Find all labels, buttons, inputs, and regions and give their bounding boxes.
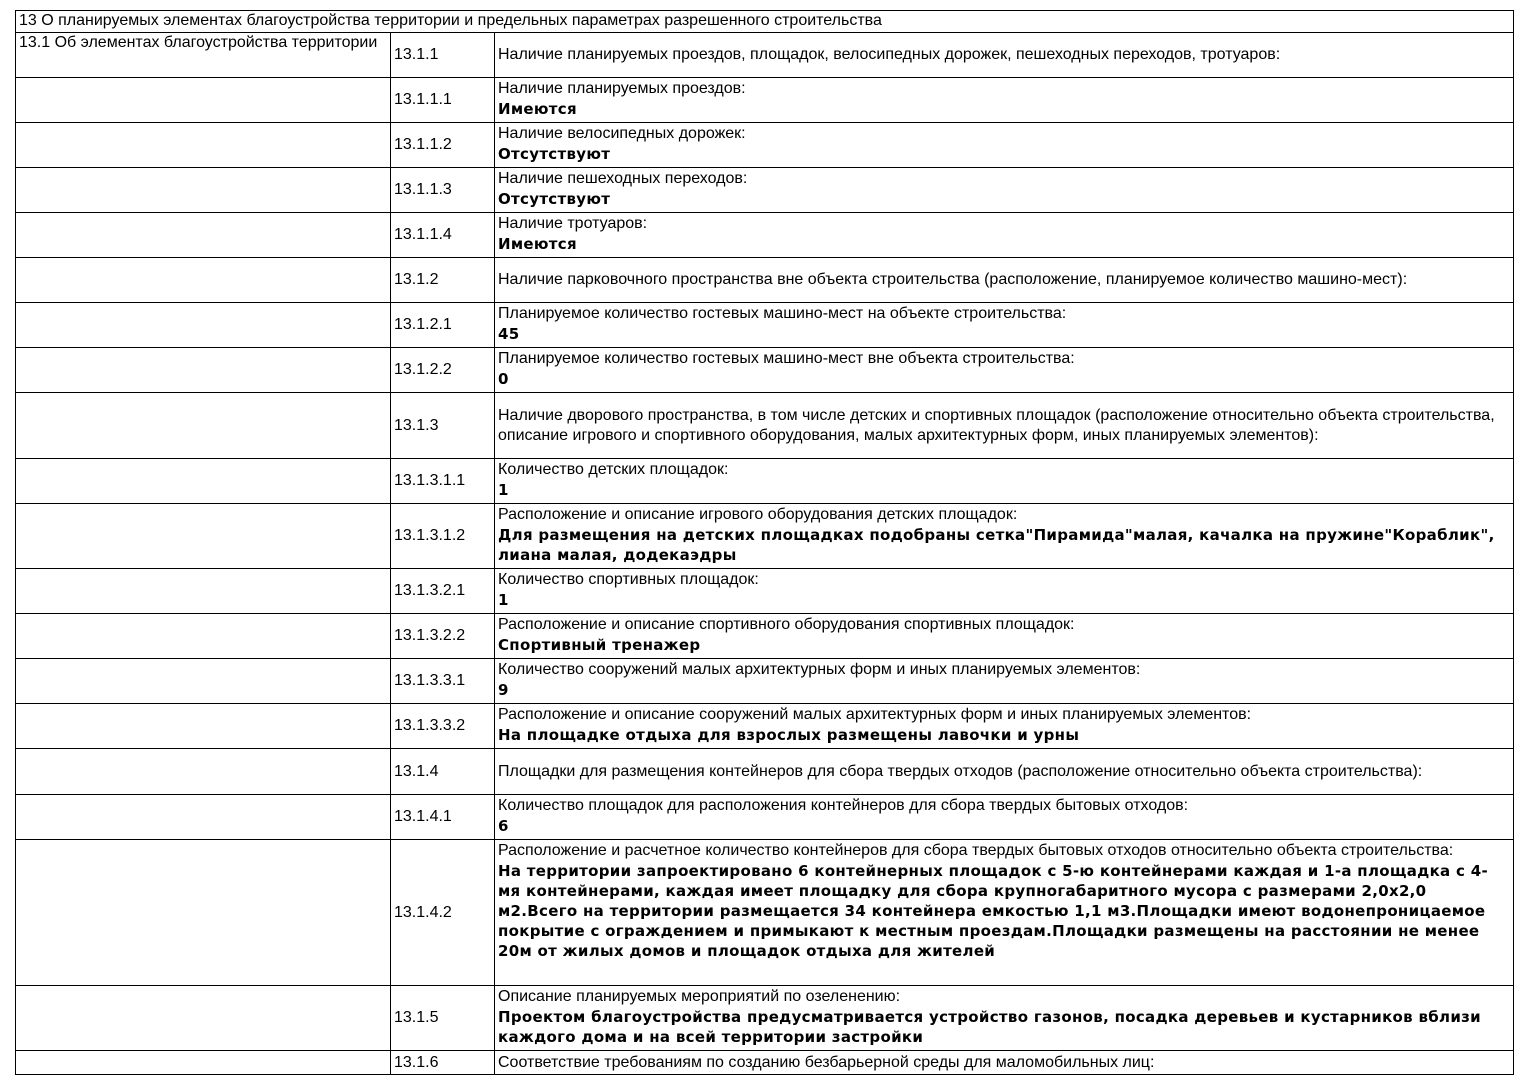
item-number: 13.1.3.3.2 <box>391 704 495 749</box>
item-number: 13.1.3.3.1 <box>391 659 495 704</box>
item-content <box>495 840 1514 986</box>
table-row <box>16 393 1514 459</box>
item-label: Расположение и описание сооружений малых архитектурных форм и иных планируемых элементов: <box>498 706 1252 723</box>
item-content <box>495 795 1514 840</box>
item-content <box>495 986 1514 1051</box>
item-value: 1 <box>498 591 509 609</box>
item-content <box>495 258 1514 303</box>
item-label: Количество сооружений малых архитектурных форм и иных планируемых элементов: <box>498 661 1141 678</box>
subsection-cell <box>16 393 391 459</box>
item-number: 13.1.1.1 <box>391 78 495 123</box>
item-label: Наличие планируемых проездов: <box>498 80 746 97</box>
subsection-cell <box>16 123 391 168</box>
item-label: Расположение и описание спортивного оборудования спортивных площадок: <box>498 616 1075 633</box>
item-value: 45 <box>498 325 520 343</box>
item-label: Наличие дворового пространства, в том числе детских и спортивных площадок (расположение относительно объекта строительства, описание игрового и спортивного оборудования, малых архитектурных форм, иных планируемых элементов): <box>498 406 1495 444</box>
subsection-cell <box>16 659 391 704</box>
subsection-cell <box>16 258 391 303</box>
item-label: Наличие парковочного пространства вне объекта строительства (расположение, планируемое количество машино-мест): <box>498 271 1408 288</box>
subsection-cell <box>16 795 391 840</box>
item-content <box>495 504 1514 569</box>
subsection-cell <box>16 78 391 123</box>
item-value: 0 <box>498 370 509 388</box>
subsection-cell <box>16 840 391 986</box>
item-label: Количество спортивных площадок: <box>498 571 759 588</box>
item-number: 13.1.1.3 <box>391 168 495 213</box>
item-number: 13.1.1.4 <box>391 213 495 258</box>
table-row <box>16 258 1514 303</box>
item-value: Отсутствуют <box>498 190 611 208</box>
subsection-cell <box>16 168 391 213</box>
item-value: 1 <box>498 481 509 499</box>
table-row <box>16 459 1514 504</box>
table-row <box>16 1051 1514 1075</box>
item-number: 13.1.3.1.2 <box>391 504 495 569</box>
item-value: Имеются <box>498 235 577 253</box>
item-label: Расположение и расчетное количество контейнеров для сбора твердых бытовых отходов относительно объекта строительства: <box>498 842 1454 859</box>
item-value: Имеются <box>498 100 577 118</box>
item-content <box>495 569 1514 614</box>
item-label: Количество площадок для расположения контейнеров для сбора твердых бытовых отходов: <box>498 797 1189 814</box>
table-row <box>16 749 1514 795</box>
subsection-cell <box>16 986 391 1051</box>
item-content <box>495 749 1514 795</box>
item-value: Спортивный тренажер <box>498 636 701 654</box>
item-content <box>495 459 1514 504</box>
item-label: Планируемое количество гостевых машино-мест на объекте строительства: <box>498 305 1067 322</box>
table-row <box>16 795 1514 840</box>
item-content <box>495 614 1514 659</box>
item-label: Соответствие требованиям по созданию безбарьерной среды для маломобильных лиц: <box>498 1053 1155 1071</box>
section-title: 13 О планируемых элементах благоустройства территории и предельных параметрах разрешенного строительства <box>16 11 1514 33</box>
table-row <box>16 123 1514 168</box>
table-row <box>16 33 1514 78</box>
item-number: 13.1.2.2 <box>391 348 495 393</box>
item-label: Расположение и описание игрового оборудования детских площадок: <box>498 506 1018 523</box>
table-row <box>16 303 1514 348</box>
item-content <box>495 33 1514 78</box>
item-number: 13.1.2 <box>391 258 495 303</box>
item-number: 13.1.4.2 <box>391 840 495 986</box>
item-content <box>495 303 1514 348</box>
item-number: 13.1.4 <box>391 749 495 795</box>
item-value: 9 <box>498 681 509 699</box>
subsection-cell <box>16 704 391 749</box>
table-row <box>16 504 1514 569</box>
subsection-cell <box>16 569 391 614</box>
subsection-cell <box>16 614 391 659</box>
item-number: 13.1.3 <box>391 393 495 459</box>
table-row <box>16 78 1514 123</box>
item-content <box>495 659 1514 704</box>
subsection-cell <box>16 303 391 348</box>
item-number: 13.1.4.1 <box>391 795 495 840</box>
item-label: Планируемое количество гостевых машино-мест вне объекта строительства: <box>498 350 1075 367</box>
table-row <box>16 168 1514 213</box>
table-row <box>16 704 1514 749</box>
item-content <box>495 704 1514 749</box>
table-row <box>16 986 1514 1051</box>
item-label: Описание планируемых мероприятий по озеленению: <box>498 988 901 1005</box>
item-number: 13.1.3.2.2 <box>391 614 495 659</box>
item-value: На территории запроектировано 6 контейнерных площадок с 5-ю контейнерами каждая и 1-а площадка с 4-мя контейнерами, каждая имеет площадку для сбора крупногабаритного мусора с размерами 2,0х2,0 м2.Всего на территории размещается 34 контейнера емкостью 1,1 м3.Площадки имеют водонепроницаемое покрытие с ограждением и примыкают к местным проездам.Площадки размещены на расстоянии не менее 20м от жилых домов и площадок отдыха для жителей <box>498 862 1488 960</box>
item-content <box>495 123 1514 168</box>
item-number: 13.1.6 <box>391 1051 495 1075</box>
item-label: Количество детских площадок: <box>498 461 729 478</box>
item-content <box>495 393 1514 459</box>
item-content <box>495 348 1514 393</box>
subsection-cell <box>16 213 391 258</box>
item-label: Наличие велосипедных дорожек: <box>498 125 746 142</box>
table-row <box>16 614 1514 659</box>
item-value: 6 <box>498 817 509 835</box>
item-number: 13.1.3.1.1 <box>391 459 495 504</box>
item-label: Наличие планируемых проездов, площадок, велосипедных дорожек, пешеходных переходов, тротуаров: <box>498 46 1281 63</box>
item-number: 13.1.3.2.1 <box>391 569 495 614</box>
item-content <box>495 78 1514 123</box>
subsection-cell <box>16 749 391 795</box>
table-row <box>16 840 1514 986</box>
table-row <box>16 569 1514 614</box>
item-label: Наличие тротуаров: <box>498 215 648 232</box>
item-value: Проектом благоустройства предусматривается устройство газонов, посадка деревьев и кустарников вблизи каждого дома и на всей территории застройки <box>498 1008 1481 1046</box>
subsection-cell <box>16 459 391 504</box>
subsection-cell: 13.1 Об элементах благоустройства территории <box>16 33 391 78</box>
item-number: 13.1.1.2 <box>391 123 495 168</box>
item-value: На площадке отдыха для взрослых размещены лавочки и урны <box>498 726 1080 744</box>
item-label: Наличие пешеходных переходов: <box>498 170 748 187</box>
item-label: Площадки для размещения контейнеров для сбора твердых отходов (расположение относительно объекта строительства): <box>498 762 1423 780</box>
table-row <box>16 348 1514 393</box>
item-value: Отсутствуют <box>498 145 611 163</box>
subsection-cell <box>16 504 391 569</box>
item-content <box>495 168 1514 213</box>
item-content <box>495 213 1514 258</box>
item-value: Для размещения на детских площадках подобраны сетка"Пирамида"малая, качалка на пружине"Кораблик", лиана малая, додекаэдры <box>498 526 1495 564</box>
item-number: 13.1.2.1 <box>391 303 495 348</box>
subsection-cell <box>16 348 391 393</box>
item-content <box>495 1051 1514 1075</box>
table-row <box>16 213 1514 258</box>
item-number: 13.1.5 <box>391 986 495 1051</box>
declaration-table <box>15 10 1514 1075</box>
table-header-row <box>16 11 1514 33</box>
subsection-cell <box>16 1051 391 1075</box>
item-number: 13.1.1 <box>391 33 495 78</box>
table-row <box>16 659 1514 704</box>
